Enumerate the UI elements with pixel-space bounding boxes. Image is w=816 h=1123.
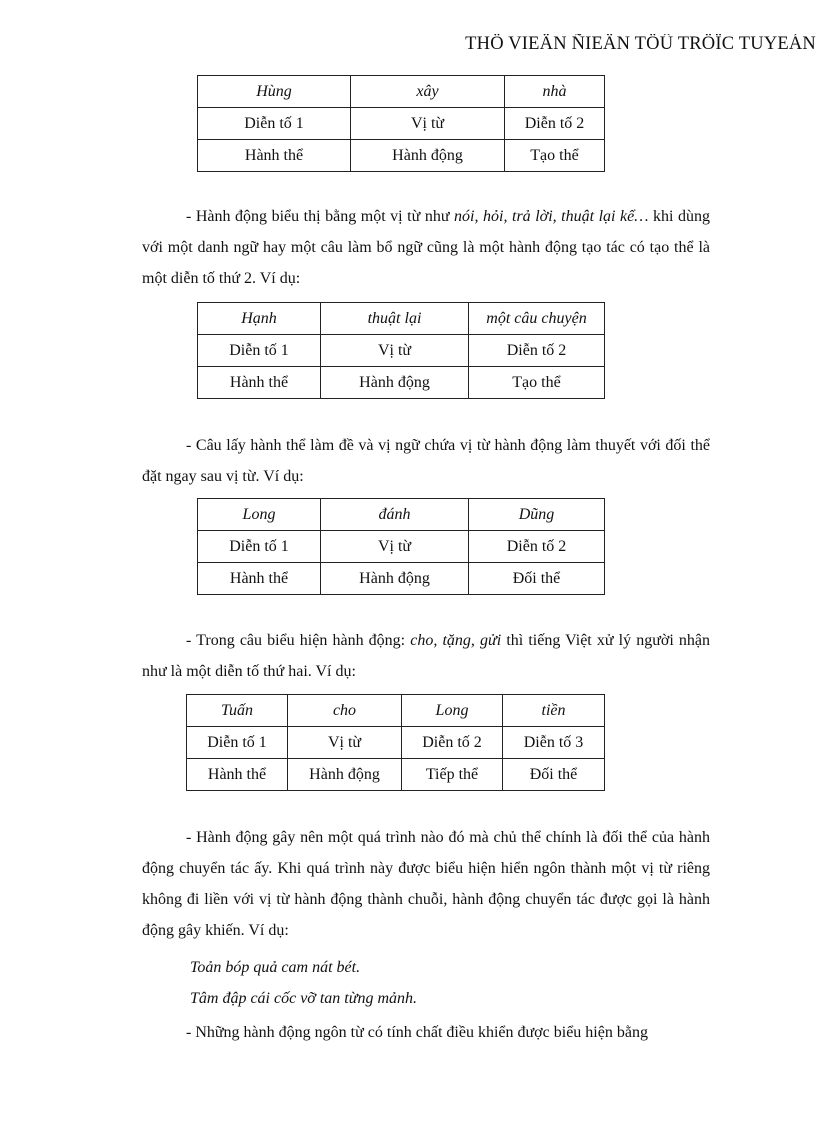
- table-cell: Diễn tố 2: [505, 108, 605, 140]
- paragraph-5: [142, 1017, 710, 1048]
- example-table-3: [197, 498, 605, 595]
- table-row: [198, 108, 605, 140]
- table-cell: Đối thể: [503, 759, 605, 791]
- table-cell: Hành thể: [198, 563, 321, 595]
- paragraph-1-text-c: khi dùng với một danh ngữ hay một câu làm bổ ngữ cũng là một hành động tạo tác có tạo thể là một diễn tố thứ 2. Ví dụ:: [142, 208, 710, 287]
- table-cell: Vị từ: [288, 727, 402, 759]
- table-row: [198, 303, 605, 335]
- table-cell: tiền: [503, 695, 605, 727]
- table-cell: thuật lại: [321, 303, 469, 335]
- table-cell: Hành động: [321, 563, 469, 595]
- table-row: [198, 367, 605, 399]
- paragraph-3-text-c: thì tiếng Việt xử lý người nhận như là một diễn tố thứ hai. Ví dụ:: [142, 632, 710, 680]
- table-cell: Diễn tố 1: [198, 335, 321, 367]
- table-cell: Vị từ: [321, 335, 469, 367]
- table-cell: Hành động: [351, 140, 505, 172]
- table-row: [198, 140, 605, 172]
- table-cell: Diễn tố 2: [402, 727, 503, 759]
- table-cell: Tiếp thể: [402, 759, 503, 791]
- table-cell: cho: [288, 695, 402, 727]
- table-cell: Diễn tố 1: [198, 531, 321, 563]
- table-cell: Hùng: [198, 76, 351, 108]
- example-table-1: [197, 75, 605, 172]
- table-row: [187, 759, 605, 791]
- paragraph-2: [142, 430, 710, 492]
- table-row: [198, 563, 605, 595]
- table-cell: Diễn tố 1: [198, 108, 351, 140]
- example-sentence-1: Toản bóp quả cam nát bét.: [190, 959, 361, 976]
- table-cell: Long: [402, 695, 503, 727]
- table-cell: Vị từ: [351, 108, 505, 140]
- paragraph-1: [142, 201, 710, 294]
- paragraph-4: [142, 822, 710, 946]
- table-cell: xây: [351, 76, 505, 108]
- example-table-2: [197, 302, 605, 399]
- table-row: [198, 76, 605, 108]
- table-cell: Long: [198, 499, 321, 531]
- example-table-4: [186, 694, 605, 791]
- paragraph-1-italic-terms: nói, hỏi, trả lời, thuật lại kể…: [454, 208, 649, 225]
- paragraph-3-text-a: - Trong câu biểu hiện hành động:: [186, 632, 411, 649]
- table-cell: một câu chuyện: [469, 303, 605, 335]
- table-cell: Tạo thể: [469, 367, 605, 399]
- page-header: THÖ VIEÄN ÑIEÄN TÖÛ TRÖÏC TUYEÁN: [465, 34, 816, 54]
- table-cell: Diễn tố 2: [469, 335, 605, 367]
- table-cell: Diễn tố 3: [503, 727, 605, 759]
- table-row: [187, 695, 605, 727]
- table-cell: Vị từ: [321, 531, 469, 563]
- paragraph-1-text-a: - Hành động biểu thị bằng một vị từ như: [186, 208, 455, 225]
- example-sentence-2: Tâm đập cái cốc vỡ tan từng mảnh.: [190, 990, 418, 1007]
- table-row: [198, 335, 605, 367]
- table-cell: Hành động: [321, 367, 469, 399]
- table-row: [198, 531, 605, 563]
- table-cell: Đối thể: [469, 563, 605, 595]
- table-row: [198, 499, 605, 531]
- paragraph-3-italic-terms: cho, tặng, gửi: [410, 632, 502, 649]
- paragraph-3: [142, 625, 710, 687]
- table-cell: đánh: [321, 499, 469, 531]
- table-cell: Tạo thể: [505, 140, 605, 172]
- paragraph-4-text: - Hành động gây nên một quá trình nào đó mà chủ thể chính là đối thể của hành động chuyển tác ấy. Khi quá trình này được biểu hiện hiển ngôn thành một vị từ riêng không đi liền với vị từ hành động thành chuỗi, hành động chuyển tác được gọi là hành động gây khiến. Ví dụ:: [142, 829, 710, 939]
- table-cell: Hành thể: [187, 759, 288, 791]
- paragraph-2-text: - Câu lấy hành thể làm đề và vị ngữ chứa vị từ hành động làm thuyết với đối thể đặt ngay sau vị từ. Ví dụ:: [142, 437, 710, 485]
- table-row: [187, 727, 605, 759]
- table-cell: Diễn tố 1: [187, 727, 288, 759]
- table-cell: Tuấn: [187, 695, 288, 727]
- table-cell: Hành thể: [198, 140, 351, 172]
- table-cell: Hành thể: [198, 367, 321, 399]
- paragraph-5-text: - Những hành động ngôn từ có tính chất điều khiển được biểu hiện bằng: [186, 1024, 648, 1041]
- table-cell: Hành động: [288, 759, 402, 791]
- table-cell: nhà: [505, 76, 605, 108]
- table-cell: Hạnh: [198, 303, 321, 335]
- table-cell: Dũng: [469, 499, 605, 531]
- table-cell: Diễn tố 2: [469, 531, 605, 563]
